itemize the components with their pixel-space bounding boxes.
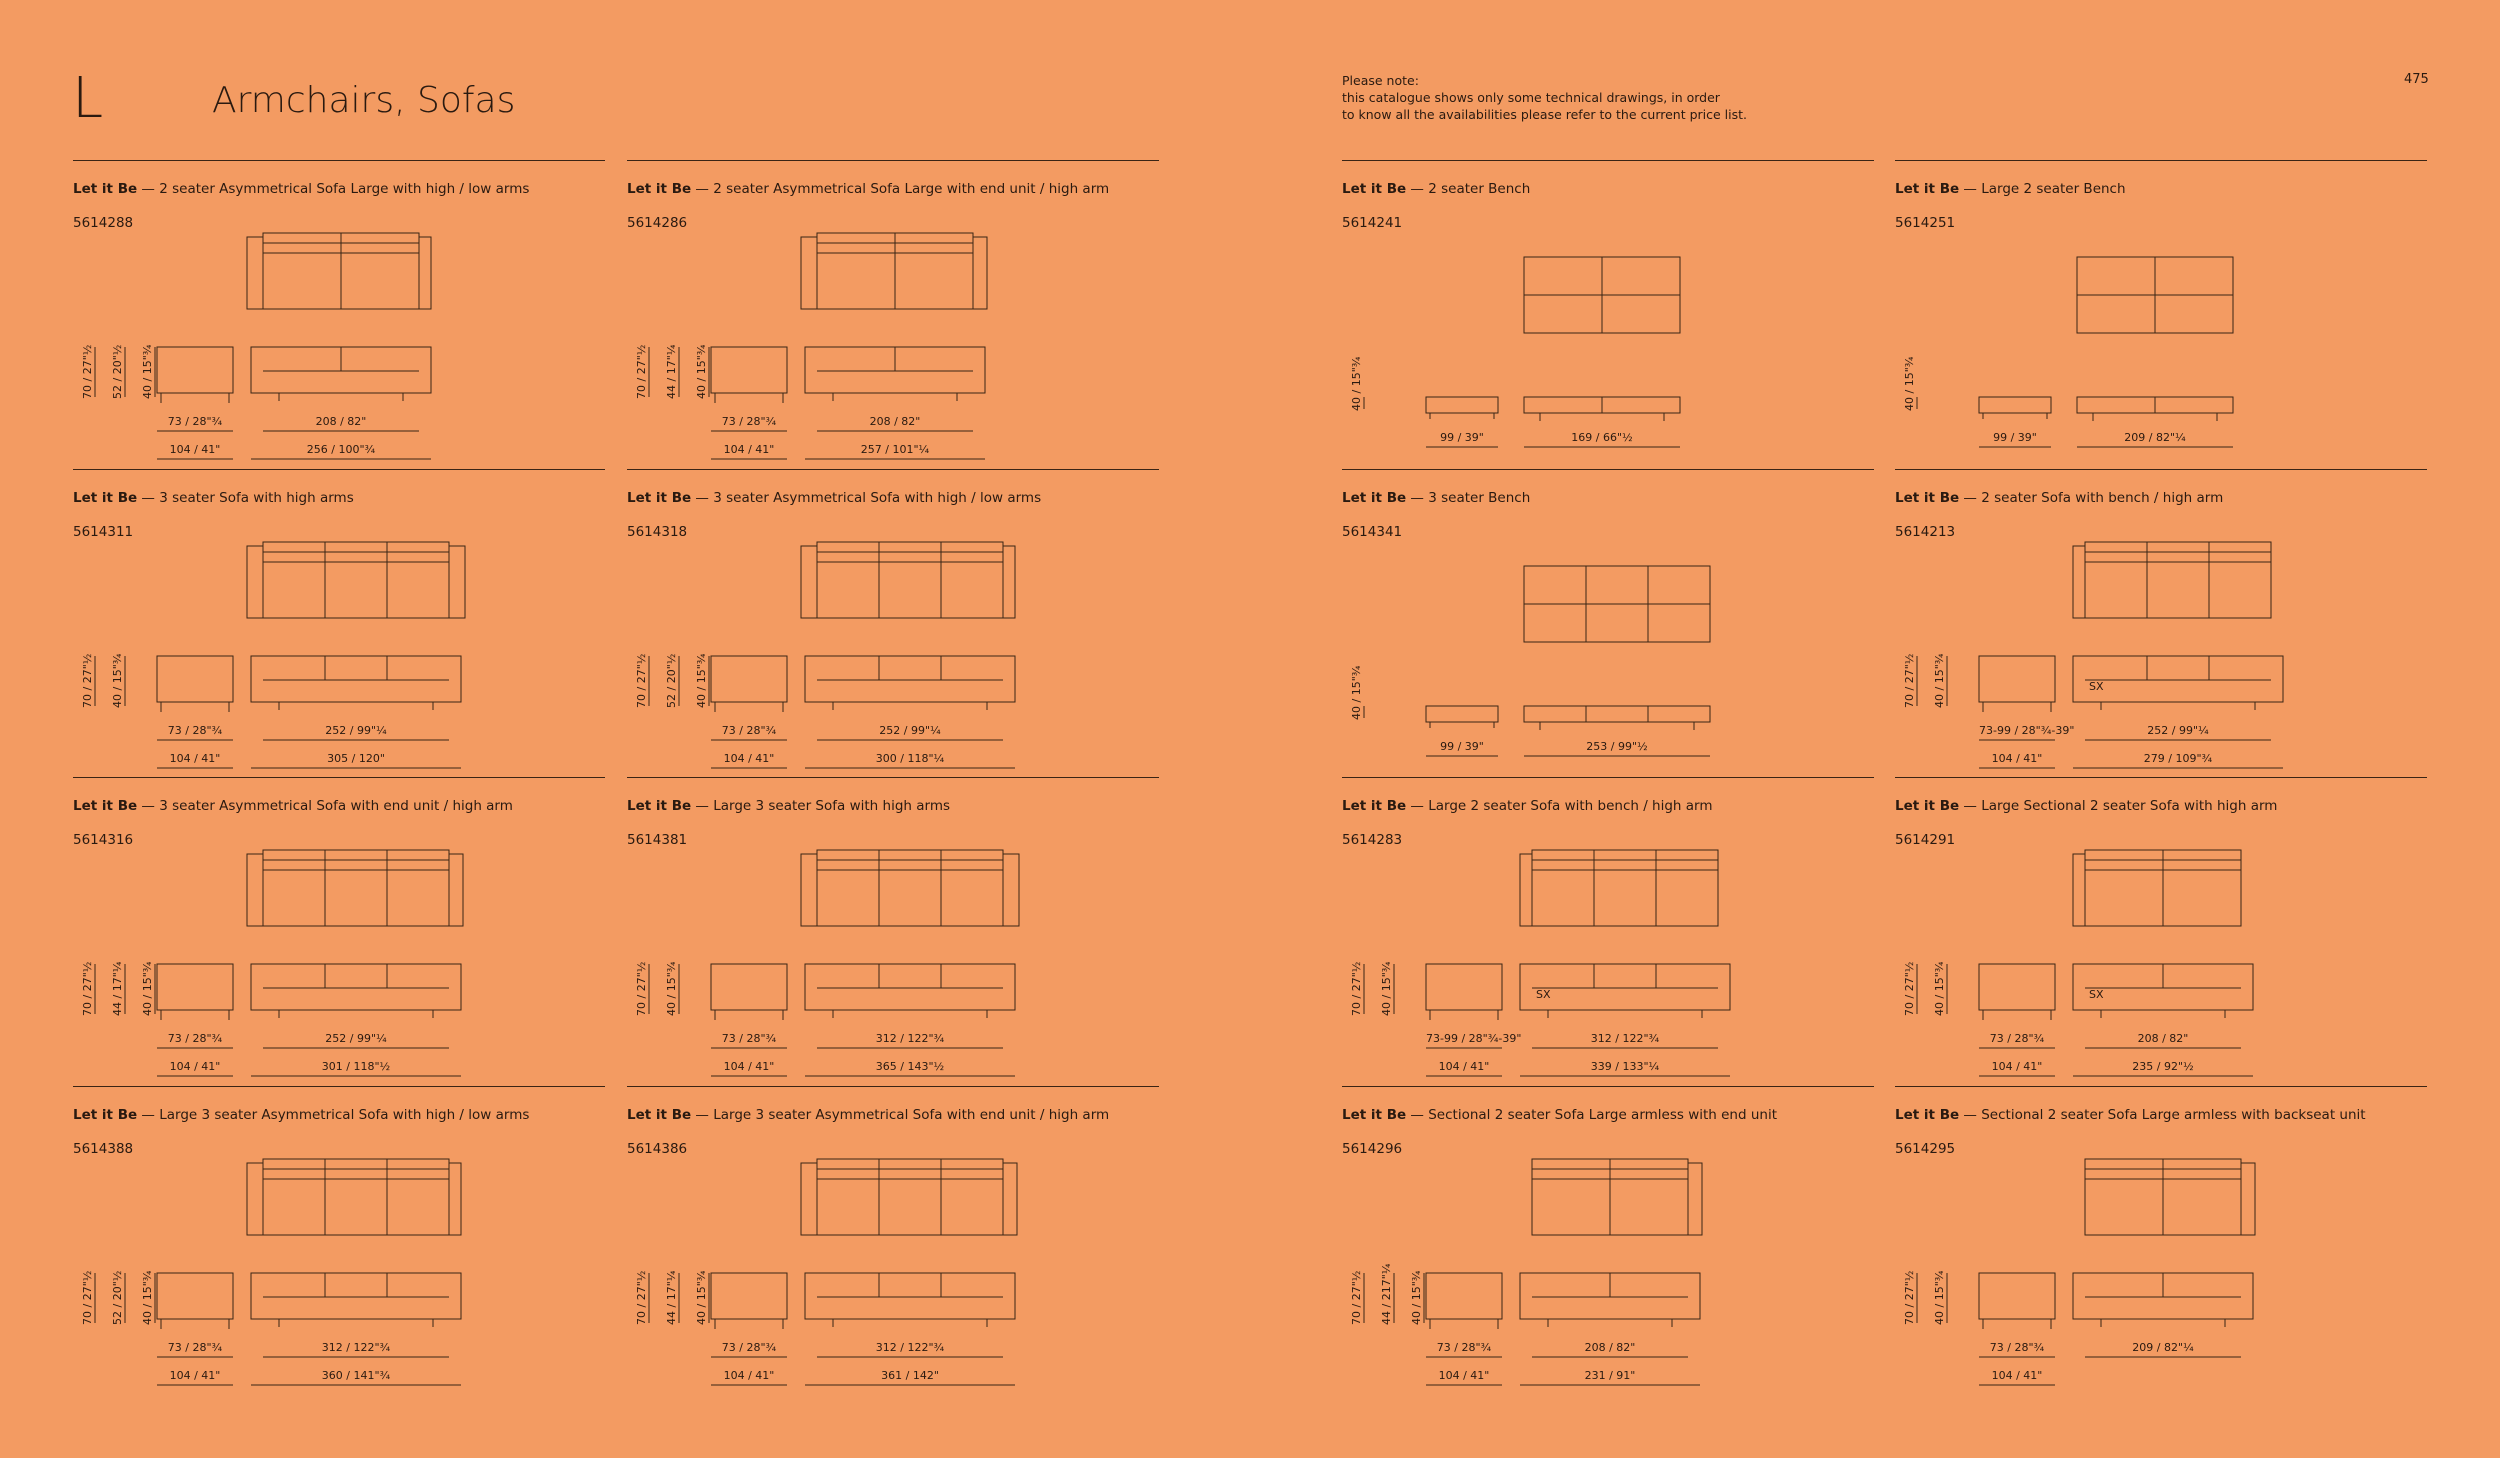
end-unit	[2241, 1163, 2255, 1235]
product-brand: Let it Be	[1342, 798, 1407, 814]
depth-dimension: 73 / 28"¾	[167, 415, 223, 428]
armrest-right	[449, 546, 465, 618]
end-unit	[973, 237, 987, 309]
height-dimension: 40 / 15"¾	[695, 344, 708, 399]
front-view	[251, 1273, 461, 1319]
armrest-left	[247, 546, 263, 618]
depth-total-dimension: 104 / 41"	[1438, 1060, 1490, 1073]
product-name: — Sectional 2 seater Sofa Large armless with backseat unit	[1959, 1107, 2366, 1123]
catalogue-note: Please note: this catalogue shows only some technical drawings, in order to know all the availabilities please refer to the current price list.	[1342, 73, 1748, 122]
sx-label: SX	[2089, 988, 2104, 1001]
width-total-dimension: 209 / 82"¼	[2124, 431, 2186, 444]
depth-total-dimension: 104 / 41"	[723, 443, 775, 456]
side-view	[1979, 397, 2051, 413]
front-view	[805, 1273, 1015, 1319]
depth-dimension: 73-99 / 28"¾-39"	[1979, 724, 2075, 737]
product-brand: Let it Be	[73, 798, 138, 814]
height-dimension: 52 / 20"½	[111, 1270, 124, 1325]
sofa-top-view	[263, 542, 449, 618]
height-dimension: 40 / 15"¾	[1410, 1270, 1423, 1325]
depth-total-dimension: 99 / 39"	[1440, 431, 1484, 444]
side-view	[157, 964, 233, 1010]
depth-dimension: 73 / 28"¾	[167, 1341, 223, 1354]
armrest-left	[801, 237, 817, 309]
sofa-top-view	[817, 850, 1003, 926]
armrest-right	[1003, 546, 1015, 618]
product-brand: Let it Be	[1342, 490, 1407, 506]
end-unit	[1688, 1163, 1702, 1235]
height-dimension: 70 / 27"½	[635, 344, 648, 399]
depth-dimension: 73 / 28"¾	[1989, 1032, 2045, 1045]
width-total-dimension: 257 / 101"¼	[860, 443, 930, 456]
product-brand: Let it Be	[1895, 798, 1960, 814]
width-dimension: 252 / 99"¼	[325, 1032, 387, 1045]
armrest-left	[1520, 854, 1532, 926]
product-card	[1895, 469, 2427, 778]
sx-label: SX	[2089, 680, 2104, 693]
height-dimension: 70 / 27"½	[635, 961, 648, 1016]
technical-drawing	[1895, 161, 2427, 469]
product-card	[73, 777, 605, 1086]
height-dimension: 70 / 27"½	[1350, 961, 1363, 1016]
depth-dimension: 73 / 28"¾	[1989, 1341, 2045, 1354]
height-dimension: 44 / 217"¼	[1380, 1263, 1393, 1325]
side-view	[711, 656, 787, 702]
side-view	[1979, 656, 2055, 702]
depth-total-dimension: 104 / 41"	[1438, 1369, 1490, 1382]
height-dimension: 40 / 15"¾	[695, 1270, 708, 1325]
product-card	[1895, 777, 2427, 1086]
product-name: — Large 3 seater Sofa with high arms	[691, 798, 951, 814]
product-brand: Let it Be	[1342, 1107, 1407, 1123]
sofa-top-view	[2085, 542, 2271, 618]
armrest-right	[419, 237, 431, 309]
width-total-dimension: 360 / 141"¾	[321, 1369, 391, 1382]
height-dimension: 70 / 27"½	[81, 1270, 94, 1325]
height-dimension: 70 / 27"½	[1903, 961, 1916, 1016]
end-unit	[1003, 1163, 1017, 1235]
side-view	[1426, 706, 1498, 722]
width-total-dimension: 365 / 143"½	[875, 1060, 945, 1073]
product-brand: Let it Be	[627, 1107, 692, 1123]
product-code: 5614286	[627, 215, 688, 231]
width-total-dimension: 279 / 109"¾	[2143, 752, 2213, 765]
product-code: 5614386	[627, 1141, 688, 1157]
height-dimension: 40 / 15"¾	[1933, 1270, 1946, 1325]
product-card	[73, 1086, 605, 1395]
front-view	[1524, 706, 1710, 722]
depth-dimension: 73 / 28"¾	[721, 415, 777, 428]
armrest-left	[801, 854, 817, 926]
height-dimension: 40 / 15"¾	[141, 344, 154, 399]
front-view	[2073, 656, 2283, 702]
product-brand: Let it Be	[1895, 181, 1960, 197]
height-dimension: 70 / 27"½	[1903, 1270, 1916, 1325]
depth-total-dimension: 99 / 39"	[1440, 740, 1484, 753]
product-brand: Let it Be	[627, 181, 692, 197]
product-code: 5614213	[1895, 524, 1956, 540]
width-total-dimension: 300 / 118"¼	[875, 752, 945, 765]
armrest-right	[1003, 854, 1019, 926]
product-name: — 2 seater Sofa with bench / high arm	[1959, 490, 2224, 506]
height-dimension: 40 / 15"¾	[1903, 356, 1916, 411]
armrest-left	[247, 854, 263, 926]
product-card	[73, 469, 605, 778]
armrest-left	[247, 237, 263, 309]
sofa-top-view	[263, 850, 449, 926]
depth-dimension: 73-99 / 28"¾-39"	[1426, 1032, 1522, 1045]
height-dimension: 70 / 27"½	[635, 653, 648, 708]
side-view	[157, 656, 233, 702]
depth-total-dimension: 99 / 39"	[1993, 431, 2037, 444]
front-view	[251, 964, 461, 1010]
depth-total-dimension: 104 / 41"	[723, 1369, 775, 1382]
front-view	[1520, 964, 1730, 1010]
product-brand: Let it Be	[73, 181, 138, 197]
height-dimension: 44 / 17"¼	[111, 961, 124, 1016]
depth-dimension: 73 / 28"¾	[167, 724, 223, 737]
height-dimension: 52 / 20"½	[111, 344, 124, 399]
side-view	[1426, 964, 1502, 1010]
height-dimension: 40 / 15"¾	[1380, 961, 1393, 1016]
front-view	[805, 964, 1015, 1010]
width-total-dimension: 301 / 118"½	[321, 1060, 391, 1073]
product-code: 5614388	[73, 1141, 134, 1157]
height-dimension: 70 / 27"½	[635, 1270, 648, 1325]
side-view	[1426, 397, 1498, 413]
product-card	[1342, 160, 1874, 469]
depth-total-dimension: 104 / 41"	[169, 1060, 221, 1073]
product-card	[1342, 1086, 1874, 1395]
product-card	[1895, 160, 2427, 469]
technical-drawing	[1342, 161, 1874, 469]
product-code: 5614283	[1342, 832, 1403, 848]
sx-label: SX	[1536, 988, 1551, 1001]
side-view	[157, 1273, 233, 1319]
width-dimension: 208 / 82"	[1584, 1341, 1636, 1354]
side-view	[157, 347, 233, 393]
product-code: 5614251	[1895, 215, 1956, 231]
product-name: — 3 seater Asymmetrical Sofa with high / low arms	[691, 490, 1042, 506]
product-name: — 3 seater Asymmetrical Sofa with end unit / high arm	[137, 798, 513, 814]
section-letter: L	[72, 66, 104, 131]
product-brand: Let it Be	[73, 1107, 138, 1123]
side-view	[1979, 1273, 2055, 1319]
product-code: 5614341	[1342, 524, 1403, 540]
height-dimension: 40 / 15"¾	[1350, 356, 1363, 411]
width-dimension: 252 / 99"¼	[325, 724, 387, 737]
height-dimension: 40 / 15"¾	[1933, 653, 1946, 708]
width-dimension: 208 / 82"	[2137, 1032, 2189, 1045]
product-code: 5614296	[1342, 1141, 1403, 1157]
product-code: 5614241	[1342, 215, 1403, 231]
depth-total-dimension: 104 / 41"	[723, 1060, 775, 1073]
product-card	[1342, 777, 1874, 1086]
depth-total-dimension: 104 / 41"	[169, 443, 221, 456]
width-total-dimension: 339 / 133"¼	[1590, 1060, 1660, 1073]
side-view	[711, 1273, 787, 1319]
width-dimension: 208 / 82"	[869, 415, 921, 428]
depth-total-dimension: 104 / 41"	[1991, 1369, 2043, 1382]
sofa-top-view	[817, 1159, 1003, 1235]
depth-dimension: 73 / 28"¾	[167, 1032, 223, 1045]
height-dimension: 70 / 27"½	[81, 344, 94, 399]
product-brand: Let it Be	[627, 798, 692, 814]
product-card	[1342, 469, 1874, 778]
front-view	[251, 656, 461, 702]
product-name: — Large 3 seater Asymmetrical Sofa with end unit / high arm	[691, 1107, 1110, 1123]
height-dimension: 52 / 20"½	[665, 653, 678, 708]
depth-dimension: 73 / 28"¾	[721, 1341, 777, 1354]
width-dimension: 208 / 82"	[315, 415, 367, 428]
page-number: 475	[2404, 72, 2429, 87]
product-name: — Large 2 seater Bench	[1959, 181, 2126, 197]
product-code: 5614318	[627, 524, 688, 540]
depth-dimension: 73 / 28"¾	[721, 724, 777, 737]
height-dimension: 70 / 27"½	[81, 961, 94, 1016]
product-card	[627, 469, 1159, 778]
width-dimension: 209 / 82"¼	[2132, 1341, 2194, 1354]
depth-total-dimension: 104 / 41"	[1991, 752, 2043, 765]
product-code: 5614311	[73, 524, 134, 540]
height-dimension: 40 / 15"¾	[665, 961, 678, 1016]
product-code: 5614381	[627, 832, 688, 848]
depth-total-dimension: 104 / 41"	[1991, 1060, 2043, 1073]
armrest-left	[247, 1163, 263, 1235]
depth-total-dimension: 104 / 41"	[723, 752, 775, 765]
height-dimension: 44 / 17"¼	[665, 344, 678, 399]
height-dimension: 40 / 15"¾	[695, 653, 708, 708]
technical-drawing	[1342, 470, 1874, 778]
height-dimension: 70 / 27"½	[81, 653, 94, 708]
width-total-dimension: 305 / 120"	[327, 752, 385, 765]
product-brand: Let it Be	[1895, 1107, 1960, 1123]
front-view	[805, 656, 1015, 702]
armrest-right	[449, 1163, 461, 1235]
side-view	[1979, 964, 2055, 1010]
product-name: — Large 2 seater Sofa with bench / high arm	[1406, 798, 1713, 814]
product-brand: Let it Be	[73, 490, 138, 506]
width-dimension: 312 / 122"¾	[875, 1341, 945, 1354]
side-view	[1426, 1273, 1502, 1319]
side-view	[711, 347, 787, 393]
width-total-dimension: 231 / 91"	[1584, 1369, 1636, 1382]
width-total-dimension: 253 / 99"½	[1586, 740, 1648, 753]
height-dimension: 40 / 15"¾	[1933, 961, 1946, 1016]
side-view	[711, 964, 787, 1010]
depth-total-dimension: 104 / 41"	[169, 1369, 221, 1382]
height-dimension: 40 / 15"¾	[141, 961, 154, 1016]
product-name: — Large Sectional 2 seater Sofa with high arm	[1959, 798, 2278, 814]
armrest-left	[2073, 854, 2085, 926]
product-name: — 2 seater Asymmetrical Sofa Large with high / low arms	[137, 181, 530, 197]
armrest-left	[801, 546, 817, 618]
width-total-dimension: 235 / 92"½	[2132, 1060, 2194, 1073]
sofa-top-view	[263, 1159, 449, 1235]
product-card	[627, 777, 1159, 1086]
product-code: 5614291	[1895, 832, 1956, 848]
width-total-dimension: 256 / 100"¾	[306, 443, 376, 456]
product-code: 5614295	[1895, 1141, 1956, 1157]
page-title: Armchairs, Sofas	[212, 80, 516, 121]
depth-total-dimension: 104 / 41"	[169, 752, 221, 765]
product-code: 5614288	[73, 215, 134, 231]
width-dimension: 252 / 99"¼	[2147, 724, 2209, 737]
height-dimension: 40 / 15"¾	[1350, 665, 1363, 720]
product-name: — 3 seater Bench	[1406, 490, 1531, 506]
product-name: — Large 3 seater Asymmetrical Sofa with high / low arms	[137, 1107, 530, 1123]
width-dimension: 312 / 122"¾	[875, 1032, 945, 1045]
product-card	[627, 160, 1159, 469]
height-dimension: 70 / 27"½	[1350, 1270, 1363, 1325]
product-brand: Let it Be	[1895, 490, 1960, 506]
product-card	[1895, 1086, 2427, 1395]
width-dimension: 312 / 122"¾	[1590, 1032, 1660, 1045]
width-total-dimension: 361 / 142"	[881, 1369, 939, 1382]
product-name: — 2 seater Bench	[1406, 181, 1531, 197]
product-name: — 3 seater Sofa with high arms	[137, 490, 354, 506]
end-unit	[449, 854, 463, 926]
product-card	[73, 160, 605, 469]
product-brand: Let it Be	[1342, 181, 1407, 197]
product-card	[627, 1086, 1159, 1395]
depth-dimension: 73 / 28"¾	[1436, 1341, 1492, 1354]
product-brand: Let it Be	[627, 490, 692, 506]
sofa-top-view	[1532, 850, 1718, 926]
product-name: — 2 seater Asymmetrical Sofa Large with end unit / high arm	[691, 181, 1110, 197]
height-dimension: 70 / 27"½	[1903, 653, 1916, 708]
height-dimension: 44 / 17"¼	[665, 1270, 678, 1325]
depth-dimension: 73 / 28"¾	[721, 1032, 777, 1045]
height-dimension: 40 / 15"¾	[141, 1270, 154, 1325]
height-dimension: 40 / 15"¾	[111, 653, 124, 708]
sofa-top-view	[817, 542, 1003, 618]
armrest-left	[801, 1163, 817, 1235]
product-code: 5614316	[73, 832, 134, 848]
product-name: — Sectional 2 seater Sofa Large armless with end unit	[1406, 1107, 1778, 1123]
armrest-left	[2073, 546, 2085, 618]
width-dimension: 252 / 99"¼	[879, 724, 941, 737]
width-dimension: 312 / 122"¾	[321, 1341, 391, 1354]
width-total-dimension: 169 / 66"½	[1571, 431, 1633, 444]
